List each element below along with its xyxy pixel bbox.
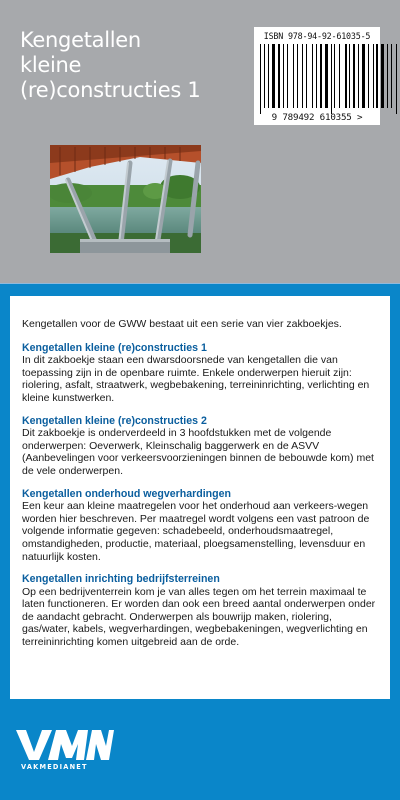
- intro-text: Kengetallen voor de GWW bestaat uit een serie van vier zakboekjes.: [22, 318, 342, 330]
- barcode-bar: [396, 44, 397, 114]
- barcode-bar: [358, 44, 359, 108]
- section-text: Op een bedrijventerrein kom je van alles tegen om het terrein maximaal te laten functioneren. Er worden dan ook een breed aantal onderwerpen onder de aandacht gebracht. Onderwerpen als bouwrijp maken, riolering, gas/water, kabels, wegverhardingen, wegbebakeningen, wegverlichting en terreininrichting komen uitgebreid aan de orde.: [22, 585, 376, 649]
- section-text: Dit zakboekje is onderverdeeld in 3 hoofdstukken met de volgende onderwerpen: Oeverwerk, Kleinschalig baggerwerk en de ASVV (Aanbevelingen voor verkeersvoorzieningen binnen de bebouwde kom) met de vele onderwerpen.: [22, 427, 374, 477]
- title-line-1: Kengetallen: [20, 28, 141, 52]
- barcode-bar: [334, 44, 335, 108]
- title-line-3: (re)constructies 1: [20, 78, 201, 102]
- cover-top: [0, 0, 400, 283]
- barcode-bar: [272, 44, 275, 108]
- section-heading: Kengetallen onderhoud wegverhardingen: [22, 487, 231, 500]
- bridge-photo: [50, 145, 201, 253]
- section-heading: Kengetallen kleine (re)constructies 2: [22, 414, 207, 427]
- barcode-bar: [353, 44, 355, 108]
- section-3: [22, 488, 378, 564]
- barcode-bar: [297, 44, 298, 108]
- barcode-bar: [306, 44, 308, 108]
- publisher-tagline: VAKMEDIANET: [21, 763, 88, 771]
- barcode-bar: [381, 44, 384, 108]
- section-heading: Kengetallen kleine (re)constructies 1: [22, 341, 207, 354]
- barcode-bar: [349, 44, 350, 108]
- isbn-barcode: [254, 27, 380, 125]
- barcode-bar: [362, 44, 365, 108]
- book-title: [20, 28, 200, 103]
- barcode-number: 9 789492 610355 >: [271, 112, 363, 123]
- barcode-bar: [293, 44, 295, 108]
- barcode-bars: [260, 44, 374, 108]
- barcode-bar: [260, 44, 261, 114]
- section-2: [22, 415, 378, 478]
- barcode-bar: [376, 44, 378, 108]
- barcode-bar: [373, 44, 374, 108]
- barcode-bar: [278, 44, 280, 108]
- barcode-bar: [287, 44, 288, 108]
- barcode-bar: [387, 44, 388, 108]
- isbn-label: ISBN 978-94-92-61035-5: [263, 31, 371, 41]
- barcode-bar: [302, 44, 303, 108]
- barcode-bar: [283, 44, 284, 108]
- section-heading: Kengetallen inrichting bedrijfsterreinen: [22, 573, 220, 586]
- barcode-bar: [331, 44, 332, 114]
- section-text: Een keur aan kleine maatregelen voor het onderhoud aan verkeers-wegen worden hier beschreven. Per maatregel wordt volgens een vast patroon de volgende informatie gegeven: schadebeeld, onderhoudsmaatregel, omstandigheden, productie, materiaal, ploegsamenstelling, levensduur en natuurlijk kosten.: [22, 500, 370, 563]
- section-text: In dit zakboekje staan een dwarsdoorsnede van kengetallen die van toepassing zijn in de openbare ruimte. Enkele onderwerpen hieruit zijn: riolering, asfalt, straatwerk, wegbebakening, terreininrichting, verlichting en kleine kunstwerken.: [22, 354, 370, 404]
- barcode-bar: [339, 44, 340, 108]
- barcode-bar: [268, 44, 269, 108]
- barcode-bar: [312, 44, 313, 108]
- section-1: [22, 342, 378, 405]
- barcode-bar: [316, 44, 317, 108]
- description-panel: [10, 296, 390, 699]
- barcode-bar: [325, 44, 328, 108]
- section-4: [22, 573, 378, 649]
- barcode-bar: [391, 44, 392, 108]
- barcode-bar: [345, 44, 347, 108]
- barcode-bar: [368, 44, 369, 108]
- barcode-bar: [320, 44, 322, 108]
- barcode-bar: [264, 44, 265, 108]
- title-line-2: kleine: [20, 53, 82, 77]
